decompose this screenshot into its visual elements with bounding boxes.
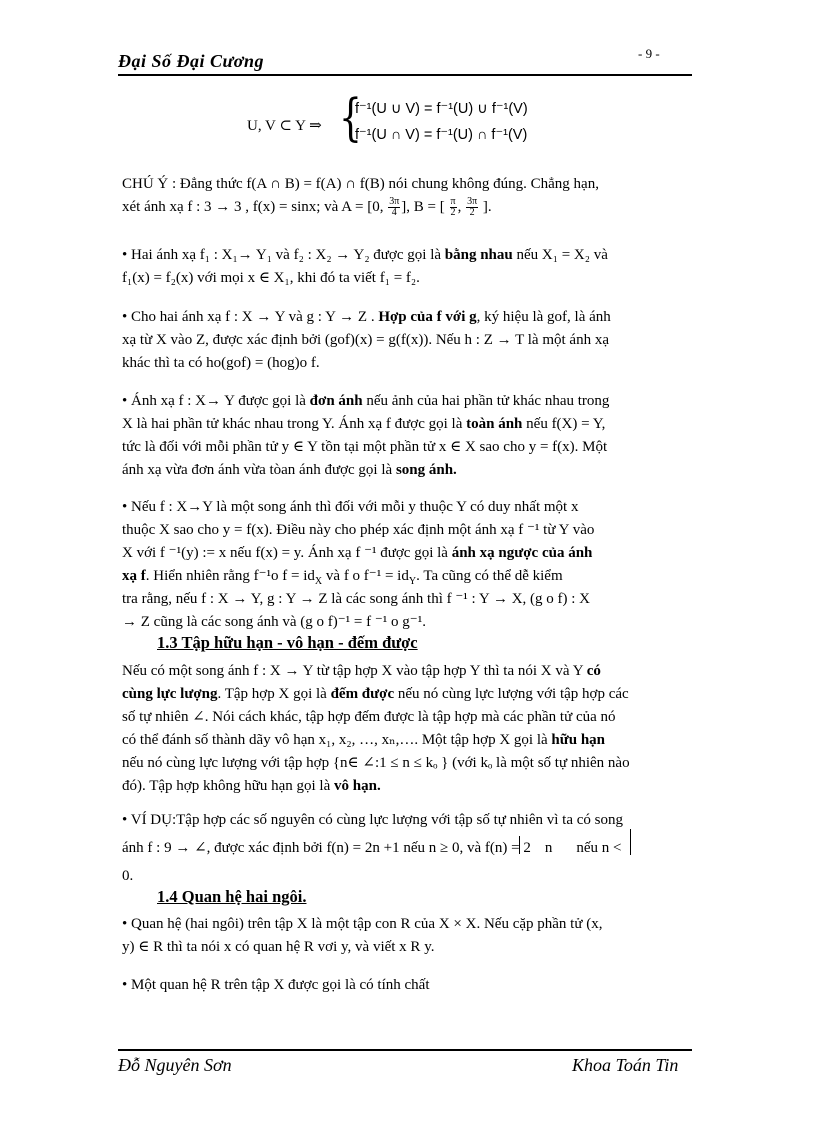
paragraph-equal-maps: • Hai ánh xạ f₁ : X₁→ Y₁ và f₂ : X₂ → Y₂ được gọi là bằng nhau nếu X₁ = X₂ và f₁(x) = f₂(x) với mọi x ∈ X₁, khi đó ta viết f₁ = f₂. <box>122 247 608 286</box>
footer-department: Khoa Toán Tin <box>572 1055 679 1075</box>
paragraph-injection: • Ánh xạ f : X→ Y được gọi là đơn ánh nếu ảnh của hai phần tử khác nhau trong X là hai phần tử khác nhau trong Y. Ánh xạ f được gọi là toàn ánh nếu f(X) = Y, tức là đối với mỗi phần tử y ∈ Y tồn tại một phần tử x ∈ X sao cho y = f(x). Một ánh xạ vừa đơn ánh vừa tòan ánh được gọi là song ánh. <box>122 393 610 478</box>
footer-author: Đỗ Nguyên Sơn <box>118 1055 232 1075</box>
header-rule <box>118 74 692 76</box>
footer-rule <box>118 1049 692 1051</box>
section-heading-1-3: 1.3 Tập hữu hạn - vô hạn - đếm được <box>157 633 418 652</box>
abs-n: n <box>544 840 553 856</box>
formula-brace: { <box>339 89 362 147</box>
term-hop-cua-f-voi-g: Hợp của f với g <box>378 309 477 325</box>
formula-lhs: U, V ⊂ Y ⇒ <box>247 118 322 134</box>
paragraph-property: • Một quan hệ R trên tập X được gọi là có tính chất <box>122 977 430 993</box>
term-anh-xa-nguoc: ánh xạ ngược của ánh <box>451 545 593 561</box>
abs-bar-left <box>519 836 520 854</box>
term-dem-duoc: đếm được <box>330 686 395 702</box>
paragraph-composition: • Cho hai ánh xạ f : X → Y và g : Y → Z . Hợp của f với g, ký hiệu là gof, là ánh xạ từ X vào Z, được xác định bởi (gof)(x) = g(f(x)). Nếu h : Z → T là một ánh xạ khác thì ta có ho(gof) = (hog)o f. <box>122 309 611 371</box>
formula-line-2: f⁻¹(U ∩ V) = f⁻¹(U) ∩ f⁻¹(V) <box>355 127 528 143</box>
paragraph-example: • VÍ DỤ:Tập hợp các số nguyên có cùng lực lượng với tập số tự nhiên vì ta có song ánh f : 9 → ∠, được xác định bởi f(n) = 2n +1 nếu n ≥ 0, và f(n) = 2 n nếu n < 0. <box>122 812 623 884</box>
formula-line-1: f⁻¹(U ∪ V) = f⁻¹(U) ∪ f⁻¹(V) <box>355 101 528 117</box>
fraction-3pi-4: $\frac{3\pi}{4}$ <box>389 196 400 219</box>
note-line-1: CHÚ Ý : Đẳng thức f(A ∩ B) = f(A) ∩ f(B) nói chung không đúng. Chẳng hạn, <box>122 176 599 192</box>
abs-bar-right <box>630 829 631 855</box>
paragraph-inverse: • Nếu f : X→Y là một song ánh thì đối với mỗi y thuộc Y có duy nhất một x thuộc X sao cho y = f(x). Điều này cho phép xác định một ánh xạ f ⁻¹ từ Y vào X với f ⁻¹(y) := x nếu f(x) = y. Ánh xạ f ⁻¹ được gọi là ánh xạ ngược của ánh xạ f. Hiển nhiên rằng f⁻¹o $f = id_X$ và f o $f^{-1} = id_Y$. Ta cũng có thể dễ kiểm tra rằng, nếu f : X → Y, g : Y → Z là các song ánh thì f ⁻¹ : Y → X, (g o f) : X → Z cũng là các song ánh và (g o f)⁻¹ = f ⁻¹ o g⁻¹. <box>122 499 595 630</box>
term-toan-anh: toàn ánh <box>466 416 523 432</box>
term-bang-nhau: bằng nhau <box>444 247 513 263</box>
term-song-anh: song ánh. <box>395 462 457 478</box>
fraction-pi-2: $\frac{\pi}{2}$ <box>450 196 456 219</box>
section-heading-1-4: 1.4 Quan hệ hai ngôi. <box>157 887 307 906</box>
note-line-2: xét ánh xạ f : 3 → 3 , f(x) = sinx; và A = [0, $\frac{3\pi}{4}$ ], B = [ $\frac{\pi}{2}$ , $\frac{3\pi}{2}$ ]. <box>122 196 492 219</box>
page-number: - 9 - <box>638 46 660 61</box>
term-don-anh: đơn ánh <box>309 393 363 409</box>
note-paragraph <box>122 173 692 219</box>
document-title: Đại Số Đại Cương <box>118 51 264 71</box>
fraction-3pi-2: $\frac{3\pi}{2}$ <box>467 196 478 219</box>
term-cung-luc-luong: cùng lực lượng <box>122 686 218 702</box>
paragraph-relation: • Quan hệ (hai ngôi) trên tập X là một tập con R của X × X. Nếu cặp phần tử (x, y) ∈ R thì ta nói x có quan hệ R vơi y, và viết x R y. <box>122 916 603 955</box>
paragraph-finite-sets: Nếu có một song ánh f : X → Y từ tập hợp X vào tập hợp Y thì ta nói X và Y có cùng lực lượng. Tập hợp X gọi là đếm được nếu nó cùng lực lượng với tập hợp các số tự nhiên ∠. Nói cách khác, tập hợp đếm được là tập hợp mà các phần tử của nó có thể đánh số thành dãy vô hạn x₁, x₂, …, xₙ,…. Một tập hợp X gọi là hữu hạn nếu nó cùng lực lượng với tập hợp {n∈ ∠:1 ≤ n ≤ kₒ } (với kₒ là một số tự nhiên nào đó). Tập hợp không hữu hạn gọi là vô hạn. <box>122 663 630 794</box>
term-huu-han: hữu hạn <box>551 732 606 748</box>
term-vo-han: vô hạn. <box>334 778 381 794</box>
